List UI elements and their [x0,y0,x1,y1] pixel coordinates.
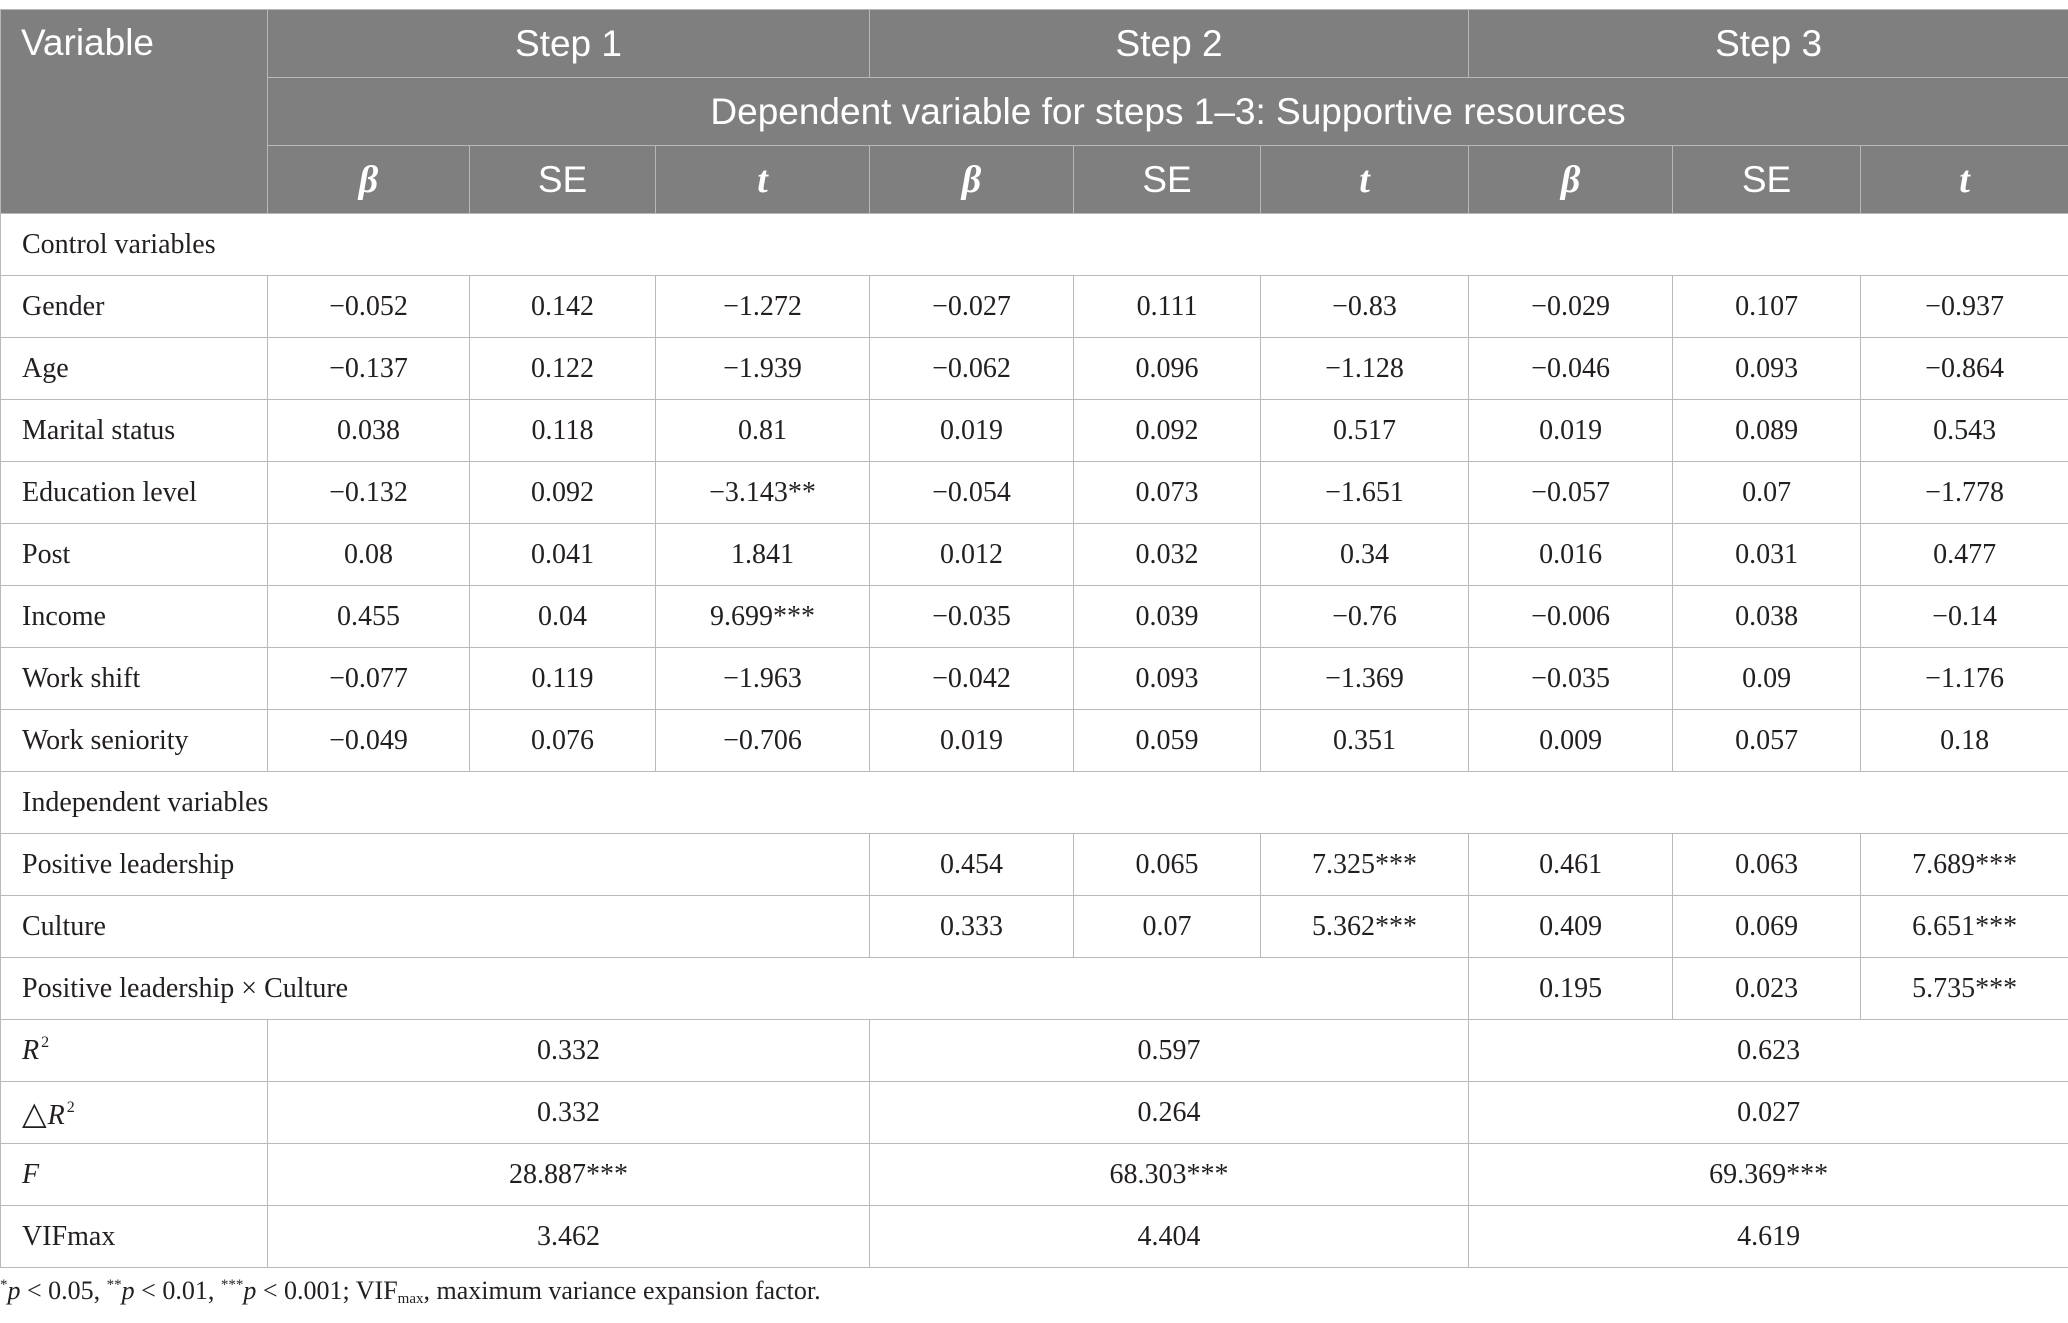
value-cell: 0.092 [1074,400,1261,462]
value-cell: −1.963 [656,648,870,710]
summary-row [1,1206,2068,1268]
value-cell: 0.409 [1469,896,1673,958]
table-row [1,586,2068,648]
summary-row [1,1144,2068,1206]
superscript: 2 [41,1034,50,1051]
t-header: t [1261,146,1469,214]
step-3-header: Step 3 [1469,10,2068,78]
header-row-dependent [1,78,2068,146]
value-cell: 0.454 [870,834,1074,896]
row-label: VIFmax [1,1206,268,1268]
beta-header: β [1469,146,1673,214]
table-row [1,896,2068,958]
independent-variables-section: Independent variables [1,772,2068,834]
value-cell: 0.038 [268,400,470,462]
summary-row [1,1020,2068,1082]
value-cell: 5.362*** [1261,896,1469,958]
value-cell: 0.076 [470,710,656,772]
value-cell: −0.14 [1861,586,2068,648]
beta-header: β [870,146,1074,214]
value-cell: 0.019 [1469,400,1673,462]
value-cell: −0.057 [1469,462,1673,524]
value-cell: 0.019 [870,400,1074,462]
value-cell: 0.332 [268,1082,870,1144]
row-label: Work seniority [1,710,268,772]
table-header [1,10,2068,214]
value-cell: 4.619 [1469,1206,2068,1268]
value-cell: −0.046 [1469,338,1673,400]
value-cell: −0.077 [268,648,470,710]
row-label: Age [1,338,268,400]
value-cell: 0.477 [1861,524,2068,586]
value-cell: −0.027 [870,276,1074,338]
header-row-stats [1,146,2068,214]
se-header: SE [470,146,656,214]
value-cell: −0.937 [1861,276,2068,338]
value-cell: 6.651*** [1861,896,2068,958]
value-cell: 0.041 [470,524,656,586]
row-label: Positive leadership [1,834,870,896]
value-cell: −0.029 [1469,276,1673,338]
value-cell: 0.019 [870,710,1074,772]
value-cell: 0.065 [1074,834,1261,896]
r-symbol: R [47,1099,65,1131]
value-cell: −1.939 [656,338,870,400]
value-cell: 0.057 [1673,710,1861,772]
value-cell: 0.069 [1673,896,1861,958]
header-row-steps [1,10,2068,78]
value-cell: 5.735*** [1861,958,2068,1020]
value-cell: 0.142 [470,276,656,338]
row-label: Positive leadership × Culture [1,958,1469,1020]
value-cell: −0.052 [268,276,470,338]
value-cell: 0.092 [470,462,656,524]
value-cell: −0.062 [870,338,1074,400]
value-cell: −0.137 [268,338,470,400]
regression-table [0,9,2068,1268]
value-cell: 0.623 [1469,1020,2068,1082]
value-cell: 68.303*** [870,1144,1469,1206]
value-cell: 0.332 [268,1020,870,1082]
value-cell: 0.093 [1074,648,1261,710]
row-label: Post [1,524,268,586]
value-cell: −0.035 [870,586,1074,648]
section-row [1,772,2068,834]
value-cell: −0.706 [656,710,870,772]
se-header: SE [1673,146,1861,214]
table-row [1,338,2068,400]
value-cell: 0.461 [1469,834,1673,896]
value-cell: −0.83 [1261,276,1469,338]
value-cell: 0.009 [1469,710,1673,772]
table-row [1,834,2068,896]
value-cell: 0.023 [1673,958,1861,1020]
value-cell: 0.096 [1074,338,1261,400]
value-cell: 0.351 [1261,710,1469,772]
section-row [1,214,2068,276]
value-cell: 0.517 [1261,400,1469,462]
value-cell: −0.864 [1861,338,2068,400]
value-cell: 0.455 [268,586,470,648]
value-cell: 0.039 [1074,586,1261,648]
table-row [1,462,2068,524]
value-cell: 0.073 [1074,462,1261,524]
row-label [1,1082,268,1144]
table-row [1,648,2068,710]
value-cell: 0.597 [870,1020,1469,1082]
value-cell: 0.122 [470,338,656,400]
value-cell: 0.089 [1673,400,1861,462]
value-cell: 0.119 [470,648,656,710]
value-cell: 0.09 [1673,648,1861,710]
table-row [1,400,2068,462]
value-cell: 0.81 [656,400,870,462]
value-cell: 0.107 [1673,276,1861,338]
superscript: 2 [66,1098,75,1116]
t-header: t [1861,146,2068,214]
value-cell: 0.059 [1074,710,1261,772]
dependent-variable-header: Dependent variable for steps 1–3: Supportive resources [268,78,2068,146]
value-cell: 9.699*** [656,586,870,648]
step-1-header: Step 1 [268,10,870,78]
row-label [1,1020,268,1082]
value-cell: 0.118 [470,400,656,462]
value-cell: −1.778 [1861,462,2068,524]
value-cell: 0.038 [1673,586,1861,648]
value-cell: −0.042 [870,648,1074,710]
value-cell: −1.128 [1261,338,1469,400]
value-cell: −1.272 [656,276,870,338]
value-cell: 0.543 [1861,400,2068,462]
table-footnote: *p < 0.05, **p < 0.01, ***p < 0.001; $VIF_{max}$, maximum variance expansion factor. [0,1276,821,1307]
value-cell: 0.333 [870,896,1074,958]
summary-row [1,1082,2068,1144]
value-cell: 7.325*** [1261,834,1469,896]
value-cell: 0.032 [1074,524,1261,586]
value-cell: 1.841 [656,524,870,586]
value-cell: −3.143** [656,462,870,524]
value-cell: 69.369*** [1469,1144,2068,1206]
value-cell: 0.08 [268,524,470,586]
value-cell: 0.012 [870,524,1074,586]
value-cell: 0.264 [870,1082,1469,1144]
f-symbol: F [22,1158,40,1190]
row-label [1,1144,268,1206]
table-row [1,958,2068,1020]
value-cell: 7.689*** [1861,834,2068,896]
t-header: t [656,146,870,214]
step-2-header: Step 2 [870,10,1469,78]
value-cell: 4.404 [870,1206,1469,1268]
value-cell: 0.063 [1673,834,1861,896]
se-header: SE [1074,146,1261,214]
value-cell: 0.34 [1261,524,1469,586]
value-cell: 0.093 [1673,338,1861,400]
table-body [1,214,2068,1268]
value-cell: −0.132 [268,462,470,524]
table-row [1,524,2068,586]
variable-column-header: Variable [1,10,268,214]
value-cell: 0.111 [1074,276,1261,338]
value-cell: 0.18 [1861,710,2068,772]
value-cell: −0.054 [870,462,1074,524]
row-label: Marital status [1,400,268,462]
value-cell: −0.035 [1469,648,1673,710]
value-cell: 0.04 [470,586,656,648]
control-variables-section: Control variables [1,214,2068,276]
value-cell: −1.651 [1261,462,1469,524]
row-label: Education level [1,462,268,524]
value-cell: −0.006 [1469,586,1673,648]
value-cell: −1.369 [1261,648,1469,710]
value-cell: 0.07 [1673,462,1861,524]
value-cell: 0.07 [1074,896,1261,958]
value-cell: −0.049 [268,710,470,772]
table-row [1,710,2068,772]
row-label: Gender [1,276,268,338]
row-label: Income [1,586,268,648]
value-cell: 3.462 [268,1206,870,1268]
row-label: Culture [1,896,870,958]
r-symbol: R [22,1035,40,1066]
value-cell: 0.027 [1469,1082,2068,1144]
beta-header: β [268,146,470,214]
value-cell: 28.887*** [268,1144,870,1206]
table-row [1,276,2068,338]
value-cell: −1.176 [1861,648,2068,710]
value-cell: 0.016 [1469,524,1673,586]
delta-icon: △ [22,1094,47,1131]
value-cell: 0.195 [1469,958,1673,1020]
value-cell: 0.031 [1673,524,1861,586]
value-cell: −0.76 [1261,586,1469,648]
row-label: Work shift [1,648,268,710]
